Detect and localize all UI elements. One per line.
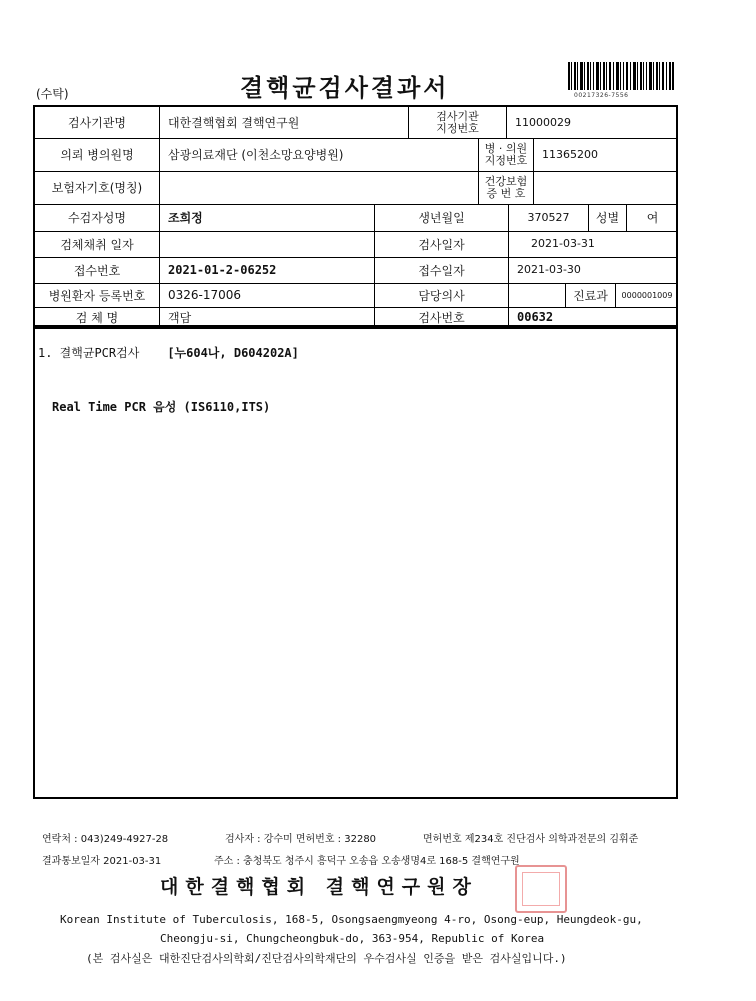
info-table — [33, 105, 678, 327]
document-title: 결핵균검사결과서 — [240, 73, 450, 102]
barcode-number: 00217326-7556 — [574, 92, 629, 99]
value-test-date: 2021-03-31 — [531, 237, 595, 250]
label-test-date: 검사일자 — [375, 231, 509, 257]
table-row — [35, 283, 676, 308]
value-sex: 여 — [646, 211, 659, 225]
label-birth-date: 생년월일 — [375, 204, 509, 231]
table-row — [35, 138, 676, 172]
result-test-code: [누604나, D604202A] — [167, 346, 299, 360]
label-lab-name: 검사기관명 — [35, 107, 160, 138]
english-address-line1: Korean Institute of Tuberculosis, 168-5, Osongsaengmyeong 4-ro, Osong-eup, Heungdeok-gu, — [60, 913, 643, 926]
value-insurance-number — [534, 171, 678, 204]
table-row — [35, 257, 676, 284]
label-insurer: 보험자기호(명칭) — [35, 171, 160, 204]
value-receipt-date: 2021-03-30 — [517, 263, 581, 276]
value-birth-date: 370527 — [509, 204, 589, 231]
value-specimen: 객담 — [160, 307, 375, 327]
value-patient-name: 조희정 — [160, 204, 375, 231]
label-test-number: 검사번호 — [375, 307, 509, 327]
label-receipt-date: 접수일자 — [375, 257, 509, 283]
label-department: 진료과 — [566, 283, 616, 307]
label-patient-name: 수검자성명 — [35, 204, 160, 231]
value-lab-id: 11000029 — [515, 115, 571, 129]
label-sex: 성별 — [589, 204, 627, 231]
english-address-line2: Cheongju-si, Chungcheongbuk-do, 363-954, Republic of Korea — [160, 932, 545, 945]
label-hospital-id: 병 · 의원 지정번호 — [479, 138, 534, 171]
value-receipt-number: 2021-01-2-06252 — [160, 257, 375, 283]
barcode — [568, 62, 674, 90]
label-specimen: 검 체 명 — [35, 307, 160, 327]
value-test-number: 00632 — [517, 310, 554, 324]
result-value: Real Time PCR 음성 (IS6110,ITS) — [52, 400, 271, 414]
value-insurer — [160, 171, 479, 204]
result-test-line — [38, 344, 299, 361]
consignment-note: (수탁) — [36, 87, 69, 101]
value-lab-name: 대한결핵협회 결핵연구원 — [160, 107, 409, 138]
table-row — [35, 307, 676, 327]
value-doctor — [509, 283, 566, 307]
contact-info: 연락처 : 043)249-4927-28 — [42, 834, 169, 845]
table-row — [35, 204, 676, 232]
organization-signature: 대한결핵협회 결핵연구원장 — [160, 876, 478, 898]
official-seal — [515, 865, 567, 913]
certification-note: (본 검사실은 대한진단검사의학회/진단검사의학재단의 우수검사실 인증을 받은 검사실입니다.) — [86, 952, 567, 965]
label-receipt-number: 접수번호 — [35, 257, 160, 283]
value-requesting-hospital: 삼광의료재단 (이천소망요양병원) — [160, 138, 479, 171]
label-patient-registration: 병원환자 등록번호 — [35, 283, 160, 307]
value-collection-date — [160, 231, 375, 257]
address: 주소 : 충청북도 청주시 흥덕구 오송읍 오송생명4로 168-5 결핵연구원 — [214, 856, 520, 867]
label-requesting-hospital: 의뢰 병의원명 — [35, 138, 160, 171]
result-test-name: 1. 결핵균PCR검사 — [38, 346, 140, 360]
label-collection-date: 검체채취 일자 — [35, 231, 160, 257]
label-doctor: 담당의사 — [375, 283, 509, 307]
table-row — [35, 231, 676, 258]
value-patient-registration: 0326-17006 — [160, 283, 375, 307]
value-department: 0000001009 — [621, 290, 673, 300]
report-date: 결과통보일자 2021-03-31 — [42, 856, 162, 867]
label-lab-id: 검사기관 지정번호 — [409, 107, 507, 138]
table-row — [35, 107, 676, 139]
table-row — [35, 171, 676, 205]
label-insurance-number: 건강보험 증 번 호 — [479, 171, 534, 204]
examiner-info: 검사자 : 강수미 면허번호 : 32280 — [225, 834, 377, 845]
value-hospital-id: 11365200 — [542, 147, 598, 161]
specialist-info: 면허번호 제234호 진단검사 의학과전문의 김휘준 — [423, 834, 639, 845]
